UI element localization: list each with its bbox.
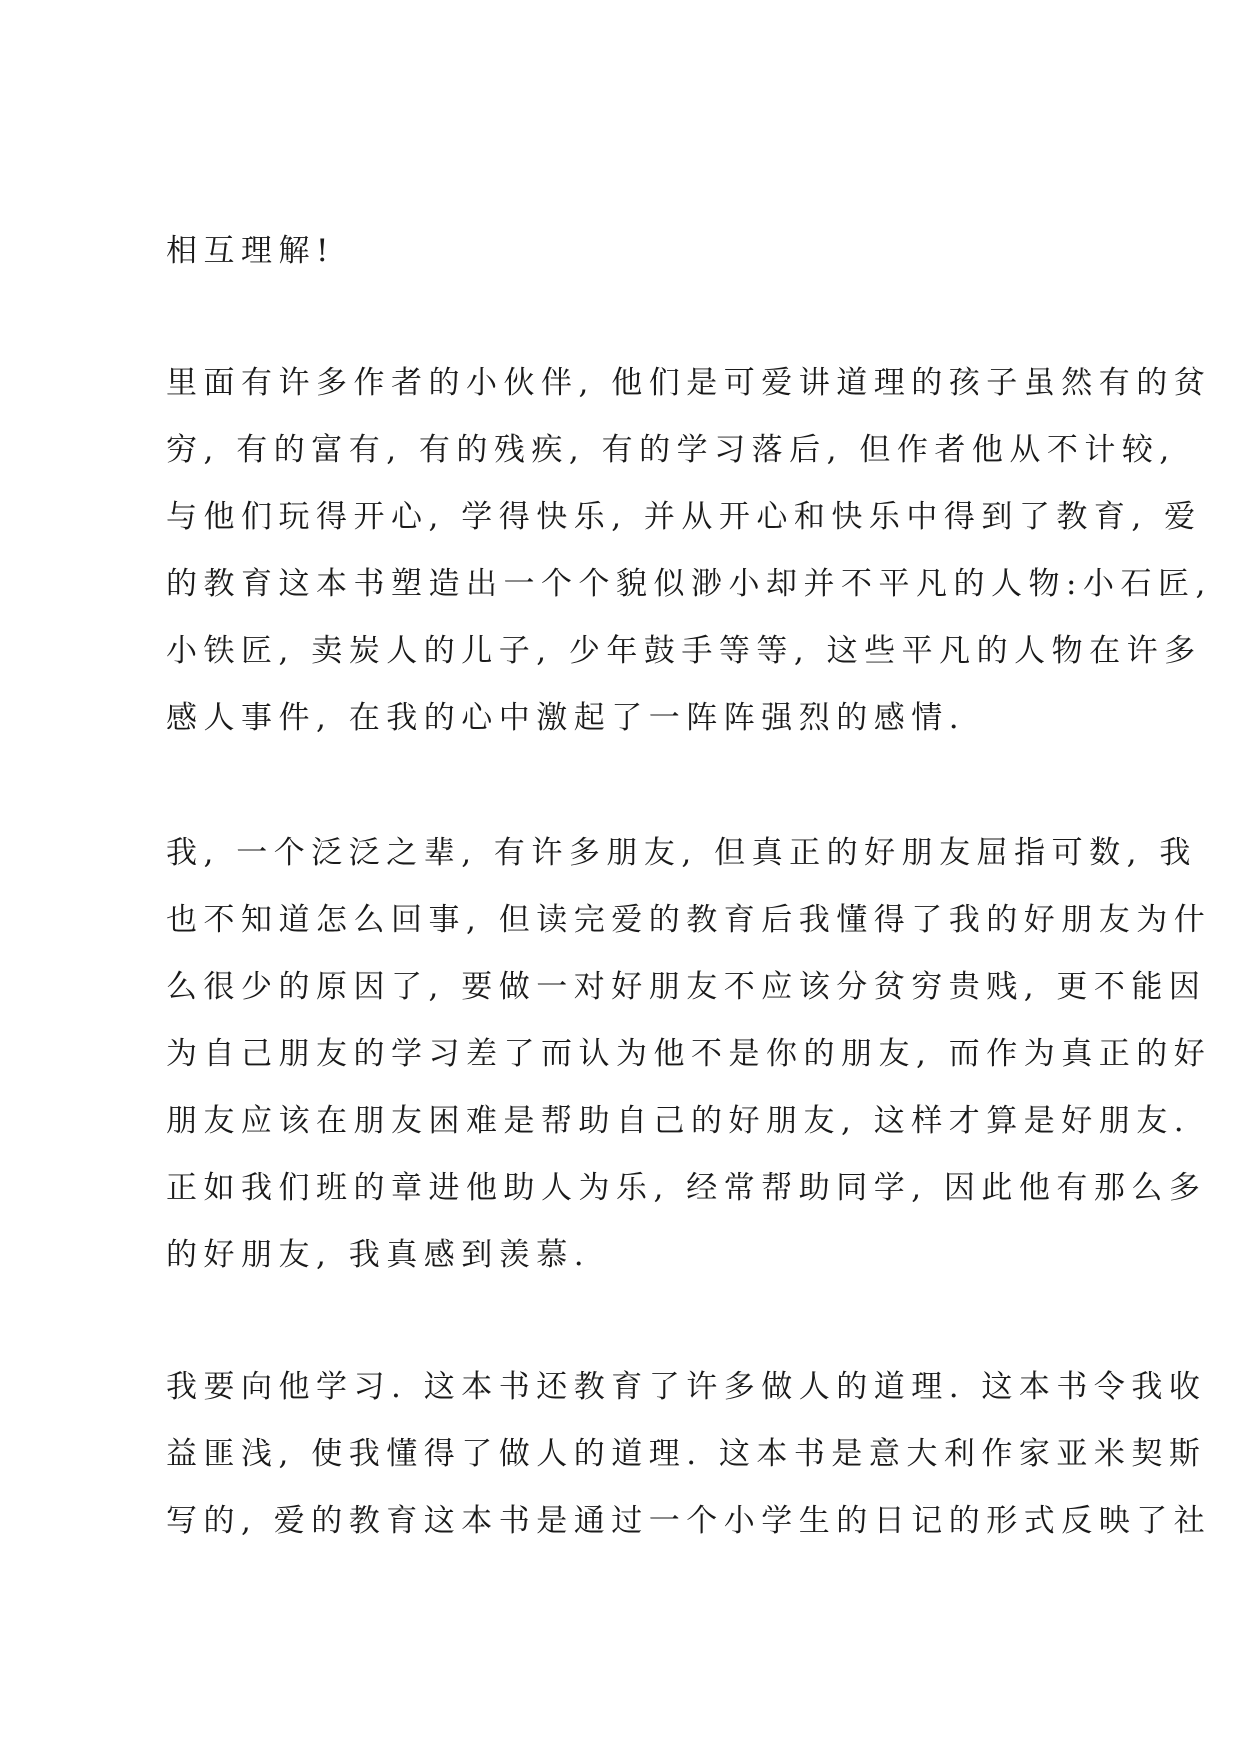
paragraph-3-line-7: 的好朋友, 我真感到羡慕. <box>166 1237 591 1273</box>
paragraph-4 <box>166 1354 1212 1555</box>
paragraph-3 <box>166 820 1212 1289</box>
paragraph-3-line-2: 也不知道怎么回事, 但读完爱的教育后我懂得了我的好朋友为什 <box>166 902 1212 938</box>
paragraph-3-line-4: 为自己朋友的学习差了而认为他不是你的朋友, 而作为真正的好 <box>166 1036 1212 1072</box>
paragraph-2-line-1: 里面有许多作者的小伙伴, 他们是可爱讲道理的孩子虽然有的贫 <box>166 365 1212 401</box>
paragraph-3-line-5: 朋友应该在朋友困难是帮助自己的好朋友, 这样才算是好朋友. <box>166 1103 1191 1139</box>
paragraph-1-line-1: 相互理解! <box>166 233 335 269</box>
paragraph-2-line-6: 感人事件, 在我的心中激起了一阵阵强烈的感情. <box>166 700 966 736</box>
paragraph-3-line-6: 正如我们班的章进他助人为乐, 经常帮助同学, 因此他有那么多 <box>166 1170 1207 1206</box>
paragraph-3-line-1: 我, 一个泛泛之辈, 有许多朋友, 但真正的好朋友屈指可数, 我 <box>166 835 1197 871</box>
paragraph-2-line-3: 与他们玩得开心, 学得快乐, 并从开心和快乐中得到了教育, 爱 <box>166 499 1202 535</box>
paragraph-4-line-3: 写的, 爱的教育这本书是通过一个小学生的日记的形式反映了社 <box>166 1503 1212 1539</box>
paragraph-4-line-2: 益匪浅, 使我懂得了做人的道理. 这本书是意大利作家亚米契斯 <box>166 1436 1207 1472</box>
paragraph-1 <box>166 218 1096 285</box>
paragraph-2-line-5: 小铁匠, 卖炭人的儿子, 少年鼓手等等, 这些平凡的人物在许多 <box>166 633 1202 669</box>
paragraph-2-line-4: 的教育这本书塑造出一个个貌似渺小却并不平凡的人物:小石匠, <box>166 566 1212 602</box>
paragraph-3-line-3: 么很少的原因了, 要做一对好朋友不应该分贫穷贵贱, 更不能因 <box>166 969 1207 1005</box>
paragraph-4-line-1: 我要向他学习. 这本书还教育了许多做人的道理. 这本书令我收 <box>166 1369 1207 1405</box>
paragraph-2-line-2: 穷, 有的富有, 有的残疾, 有的学习落后, 但作者他从不计较, <box>166 432 1176 468</box>
paragraph-2 <box>166 350 1212 752</box>
